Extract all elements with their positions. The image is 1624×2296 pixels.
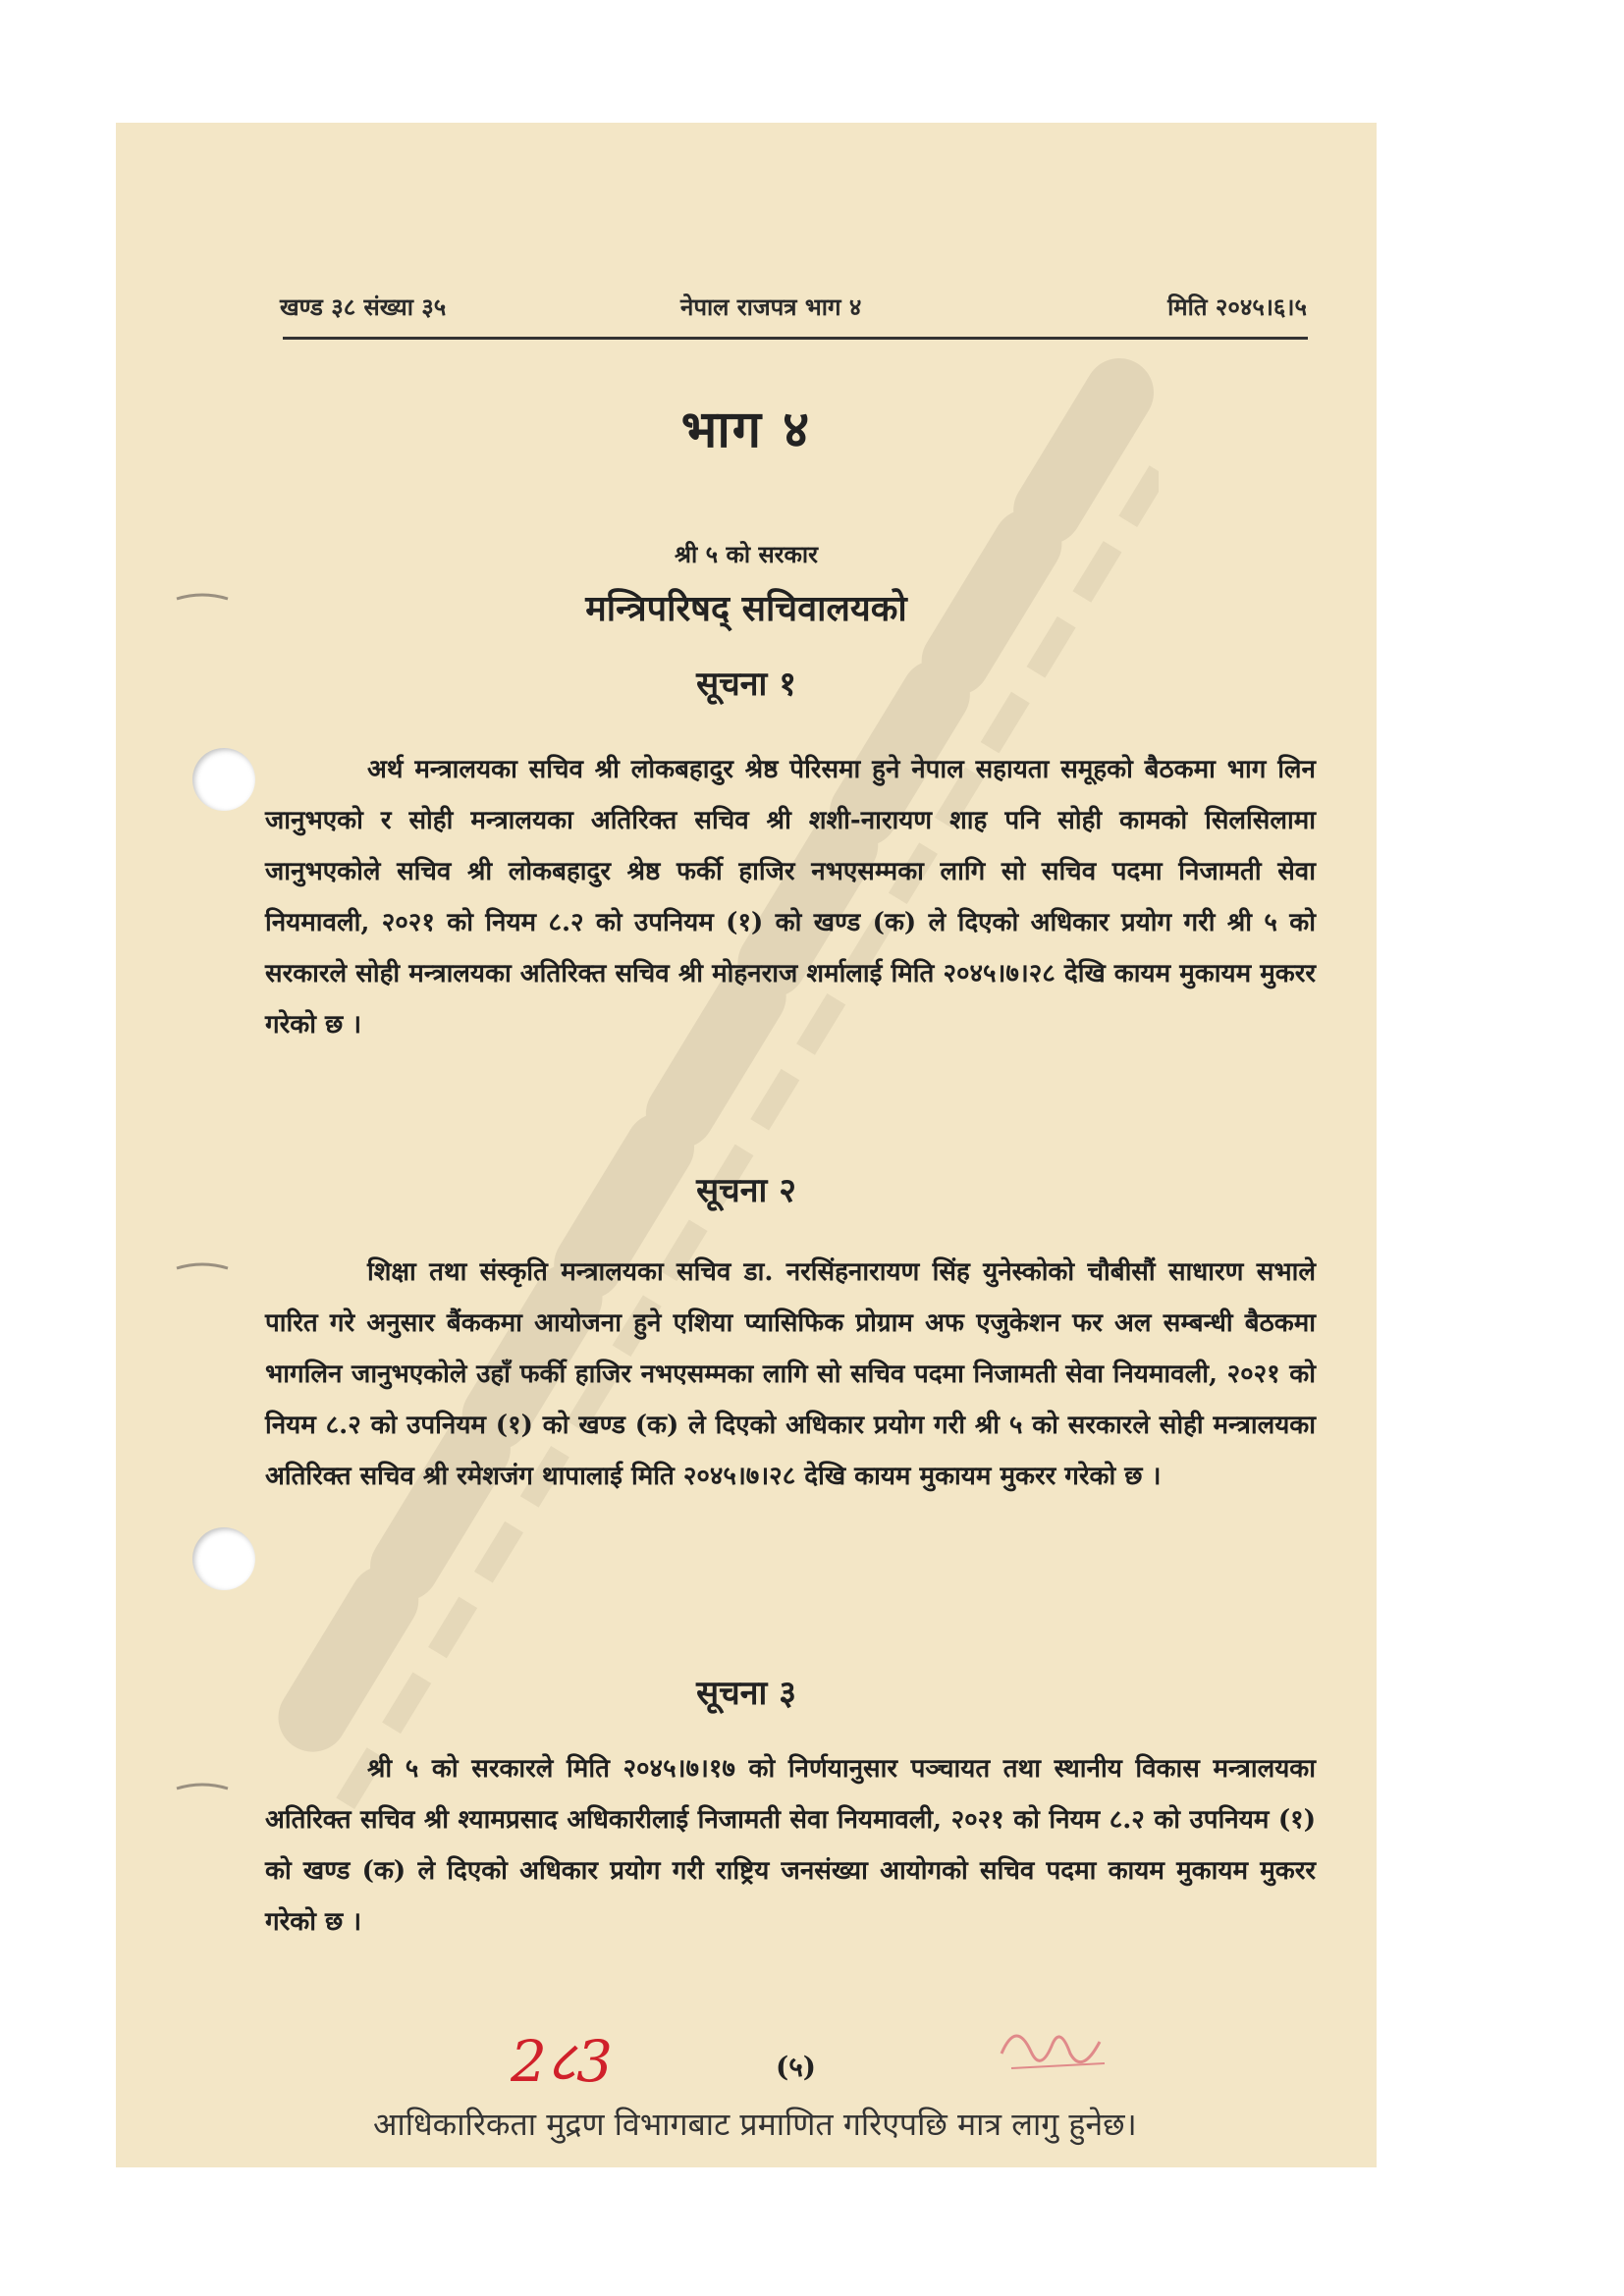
punch-hole-bottom [192, 1527, 255, 1590]
header-rule [283, 337, 1308, 340]
staple-mark [175, 1781, 230, 1796]
issue-date: मिति २०४५।६।५ [1167, 293, 1307, 321]
office-line: मन्त्रिपरिषद् सचिवालयको [585, 588, 907, 629]
initials-scribble [992, 2014, 1119, 2083]
notice-title: सूचना २ [696, 1171, 796, 1210]
volume-issue: खण्ड ३८ संख्या ३५ [280, 293, 447, 321]
gazette-header [280, 291, 1307, 326]
page-number: (५) [776, 2051, 817, 2083]
punch-hole-top [192, 748, 255, 811]
notice-body: श्री ५ को सरकारले मिति २०४५।७।१७ को निर्णयानुसार पञ्चायत तथा स्थानीय विकास मन्त्रालयका अतिरिक्त सचिव श्री श्यामप्रसाद अधिकारीलाई निजामती सेवा नियमावली, २०२१ को नियम ८.२ को उपनियम (१) को खण्ड (क) ले दिएको अधिकार प्रयोग गरी राष्ट्रिय जनसंख्या आयोगको सचिव पदमा कायम मुकायम मुकरर गरेको छ । [265, 1754, 1316, 1937]
notice-title: सूचना १ [696, 665, 796, 704]
part-title: भाग ४ [680, 400, 812, 459]
handwritten-page-number [511, 2026, 707, 2095]
government-line: श्री ५ को सरकार [675, 540, 818, 568]
gazette-name: नेपाल राजपत्र भाग ४ [680, 293, 862, 321]
handwritten-number-text: 2८3 [511, 2028, 613, 2095]
notice-body: अर्थ मन्त्रालयका सचिव श्री लोकबहादुर श्रेष्ठ पेरिसमा हुने नेपाल सहायता समूहको बैठकमा भाग लिन जानुभएको र सोही मन्त्रालयका अतिरिक्त सचिव श्री शशी-नारायण शाह पनि सोही कामको सिलसिलामा जानुभएकोले सचिव श्री लोकबहादुर श्रेष्ठ फर्की हाजिर नभएसम्मका लागि सो सचिव पदमा निजामती सेवा नियमावली, २०२१ को नियम ८.२ को उपनियम (१) को खण्ड (क) ले दिएको अधिकार प्रयोग गरी श्री ५ को सरकारले सोही मन्त्रालयका अतिरिक्त सचिव श्री मोहनराज शर्मालाई मिति २०४५।७।२८ देखि कायम मुकायम मुकरर गरेको छ । [265, 755, 1316, 1040]
diagonal-watermark [177, 353, 1159, 1826]
notice-title: सूचना ३ [696, 1674, 796, 1713]
authenticity-footer: आधिकारिकता मुद्रण विभागबाट प्रमाणित गरिएपछि मात्र लागु हुनेछ। [373, 2106, 1137, 2143]
notice-body: शिक्षा तथा संस्कृति मन्त्रालयका सचिव डा. नरसिंहनारायण सिंह युनेस्कोको चौबीसौं साधारण सभाले पारित गरे अनुसार बैंककमा आयोजना हुने एशिया प्यासिफिक प्रोग्राम अफ एजुकेशन फर अल सम्बन्धी बैठकमा भागलिन जानुभएकोले उहाँ फर्की हाजिर नभएसम्मका लागि सो सचिव पदमा निजामती सेवा नियमावली, २०२१ को नियम ८.२ को उपनियम (१) को खण्ड (क) ले दिएको अधिकार प्रयोग गरी श्री ५ को सरकारले सोही मन्त्रालयका अतिरिक्त सचिव श्री रमेशजंग थापालाई मिति २०४५।७।२८ देखि कायम मुकायम मुकरर गरेको छ । [265, 1257, 1316, 1491]
staple-mark [175, 1260, 230, 1276]
